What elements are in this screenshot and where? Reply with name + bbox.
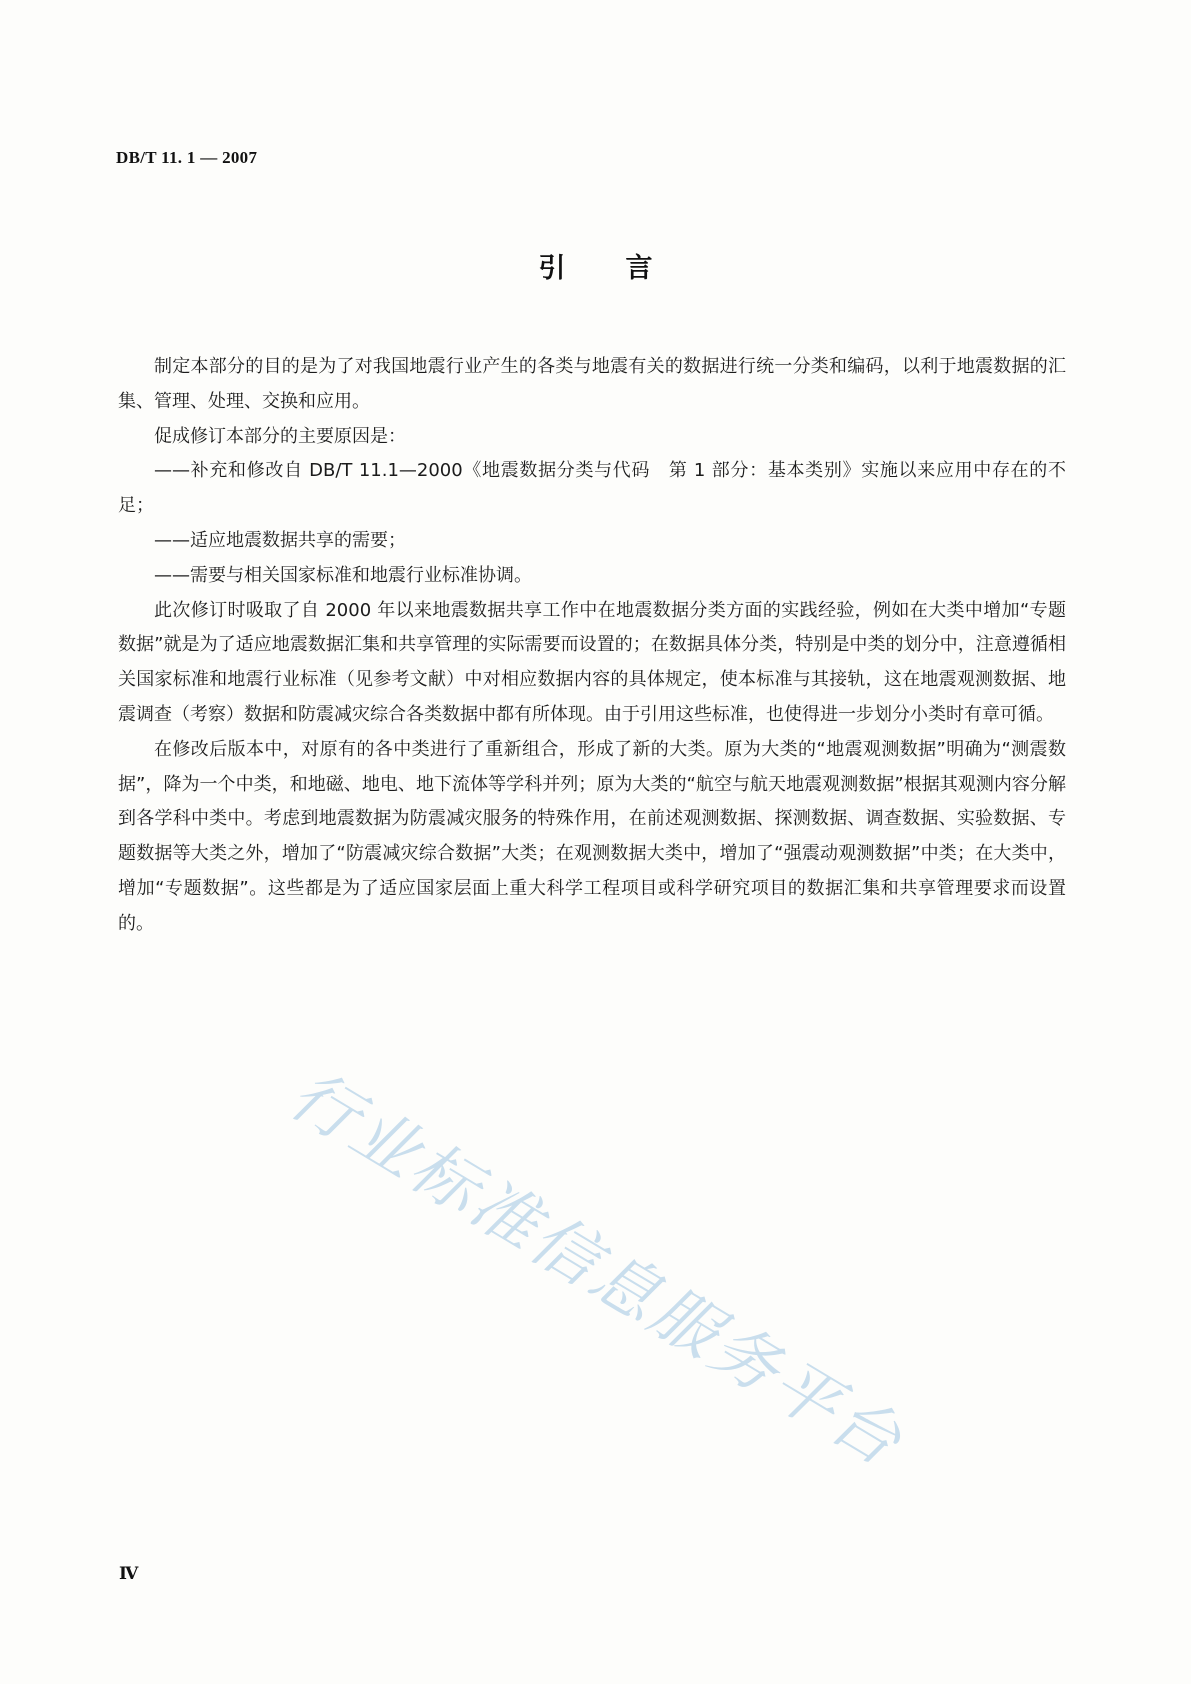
list-item-reason-1: ——补充和修改自 DB/T 11.1—2000《地震数据分类与代码 第 1 部分：基本类别》实施以来应用中存在的不足； [118,460,1066,517]
paragraph-purpose: 制定本部分的目的是为了对我国地震行业产生的各类与地震有关的数据进行统一分类和编码，以利于地震数据的汇集、管理、处理、交换和应用。 [118,356,1066,412]
introduction-body [118,350,1066,942]
paragraph-revision-changes: 在修改后版本中，对原有的各中类进行了重新组合，形成了新的大类。原为大类的“地震观测数据”明确为“测震数据”，降为一个中类，和地磁、地电、地下流体等学科并列；原为大类的“航空与航天地震观测数据”根据其观测内容分解到各学科中类中。考虑到地震数据为防震减灾服务的特殊作用，在前述观测数据、探测数据、调查数据、实验数据、专题数据等大类之外，增加了“防震减灾综合数据”大类；在观测数据大类中，增加了“强震动观测数据”中类；在大类中，增加“专题数据”。这些都是为了适应国家层面上重大科学工程项目或科学研究项目的数据汇集和共享管理要求而设置的。 [118,738,1066,934]
watermark: 行业标准信息服务平台 [277,1055,917,1483]
list-item-reason-2: ——适应地震数据共享的需要； [154,529,406,551]
page-title: 引言 [538,253,713,284]
document-code: DB/T 11. 1 — 2007 [116,148,258,167]
paragraph-revision-reasons-intro: 促成修订本部分的主要原因是： [154,425,406,447]
page-number: Ⅳ [119,1564,139,1583]
list-item-reason-3: ——需要与相关国家标准和地震行业标准协调。 [154,564,532,586]
paragraph-revision-experience: 此次修订时吸取了自 2000 年以来地震数据共享工作中在地震数据分类方面的实践经验，例如在大类中增加“专题数据”就是为了适应地震数据汇集和共享管理的实际需要而设置的；在数据具体分类，特别是中类的划分中，注意遵循相关国家标准和地震行业标准（见参考文献）中对相应数据内容的具体规定，使本标准与其接轨，这在地震观测数据、地震调查（考察）数据和防震减灾综合各类数据中都有所体现。由于引用这些标准，也使得进一步划分小类时有章可循。 [118,599,1066,725]
